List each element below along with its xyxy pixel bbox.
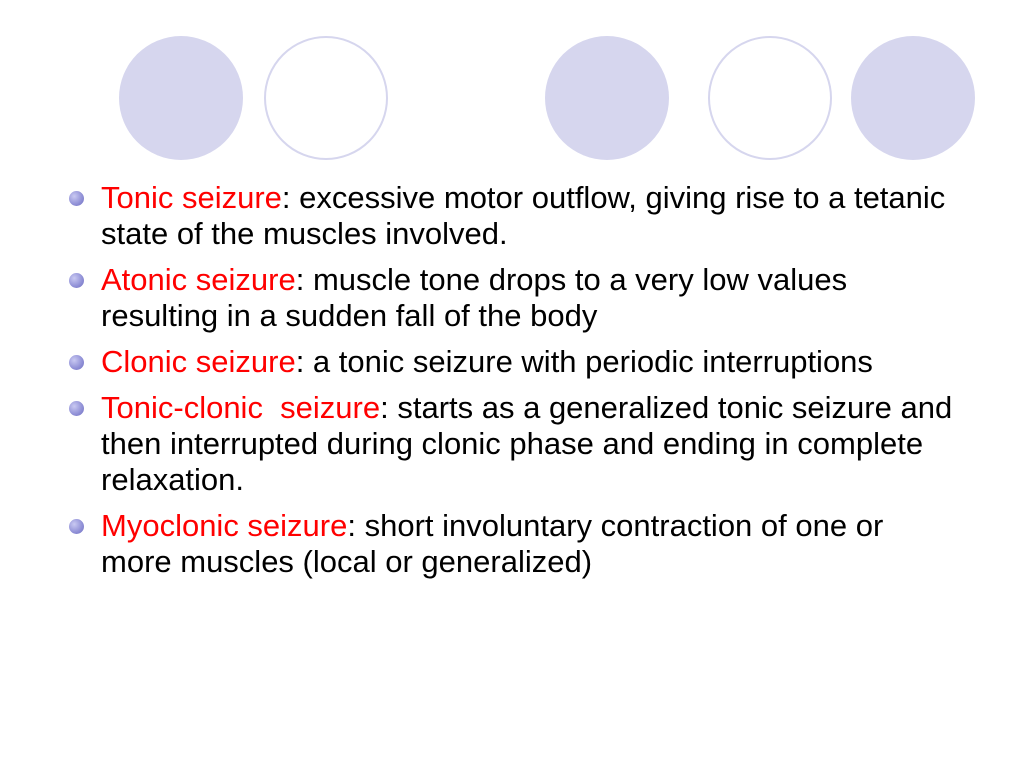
bullet-point-icon [69,519,84,534]
bullet-point-icon [69,401,84,416]
bullet-text: : starts as a generalized tonic seizure and then interrupted during clonic phase and ending in complete relaxation. [101,390,953,497]
bullet-text: : muscle tone drops to a very low values resulting in a sudden fall of the body [101,262,848,333]
bullet-term: Tonic seizure [101,180,282,215]
bullet-item [60,508,960,580]
bullet-item [60,390,960,498]
decorative-circle-filled [851,36,975,160]
bullet-term: Tonic-clonic seizure [101,390,381,425]
bullet-term: Atonic seizure [101,262,296,297]
bullet-point-icon [69,191,84,206]
bullet-item [60,344,960,380]
bullet-term: Clonic seizure [101,344,296,379]
bullet-list [60,180,960,590]
bullet-term: Myoclonic seizure [101,508,348,543]
bullet-item [60,180,960,252]
decorative-circle-outline [264,36,388,160]
decorative-circle-filled [119,36,243,160]
bullet-text: : a tonic seizure with periodic interruptions [295,344,873,379]
bullet-point-icon [69,273,84,288]
decorative-circle-outline [708,36,832,160]
bullet-text: : excessive motor outflow, giving rise to a tetanic state of the muscles involved. [101,180,946,251]
bullet-item [60,262,960,334]
bullet-text: : short involuntary contraction of one or more muscles (local or generalized) [101,508,884,579]
decorative-circle-filled [545,36,669,160]
bullet-point-icon [69,355,84,370]
